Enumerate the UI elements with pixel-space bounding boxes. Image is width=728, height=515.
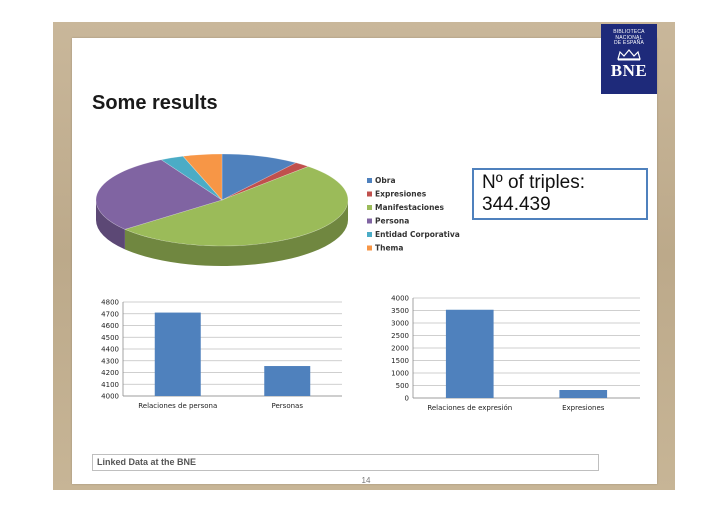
logo-line-1: BIBLIOTECA (613, 29, 645, 35)
legend-label-4: Entidad Corporativa (375, 230, 460, 239)
y-tick-label: 4300 (101, 357, 119, 366)
x-tick-label: Expresiones (562, 404, 605, 412)
y-tick-label: 500 (395, 382, 409, 390)
legend-swatch-0 (367, 178, 372, 183)
legend-swatch-3 (367, 219, 372, 224)
y-tick-label: 0 (404, 394, 409, 403)
x-tick-label: Personas (271, 402, 303, 410)
triples-box (472, 168, 648, 220)
y-tick-label: 4600 (101, 322, 119, 330)
y-tick-label: 4800 (101, 298, 119, 307)
logo-abbr: BNE (610, 60, 648, 80)
legend-swatch-5 (367, 246, 372, 251)
slide-footer: Linked Data at the BNE (92, 454, 599, 471)
logo-line-3: DE ESPAÑA (613, 40, 645, 46)
y-tick-label: 2500 (391, 332, 409, 340)
page-number: 14 (361, 476, 371, 485)
legend-label-0: Obra (375, 176, 396, 185)
x-tick-label: Relaciones de expresión (427, 404, 513, 412)
legend-swatch-4 (367, 232, 372, 237)
y-tick-label: 4000 (101, 392, 119, 401)
y-tick-label: 4500 (101, 333, 119, 342)
legend-label-2: Manifestaciones (375, 203, 444, 212)
legend-label-3: Persona (375, 216, 410, 226)
y-tick-label: 4400 (101, 345, 119, 354)
legend-label-1: Expresiones (375, 189, 427, 199)
legend-label-5: Thema (375, 243, 404, 253)
y-tick-label: 1500 (391, 357, 409, 365)
legend-swatch-1 (367, 192, 372, 197)
y-tick-label: 4200 (101, 369, 119, 377)
y-tick-label: 4100 (101, 380, 119, 389)
y-tick-label: 3500 (391, 307, 409, 315)
y-tick-label: 1000 (391, 369, 409, 378)
y-tick-label: 4700 (101, 310, 119, 319)
y-tick-label: 3000 (391, 319, 409, 328)
logo-line-2: NACIONAL (615, 34, 643, 41)
x-tick-label: Relaciones de persona (138, 402, 218, 410)
slide-title: Some results (92, 92, 218, 114)
y-tick-label: 2000 (391, 344, 409, 353)
y-tick-label: 4000 (391, 294, 409, 303)
legend-swatch-2 (367, 205, 372, 210)
triples-label: Nº of triples: (482, 172, 586, 193)
triples-value: 344.439 (482, 194, 551, 215)
